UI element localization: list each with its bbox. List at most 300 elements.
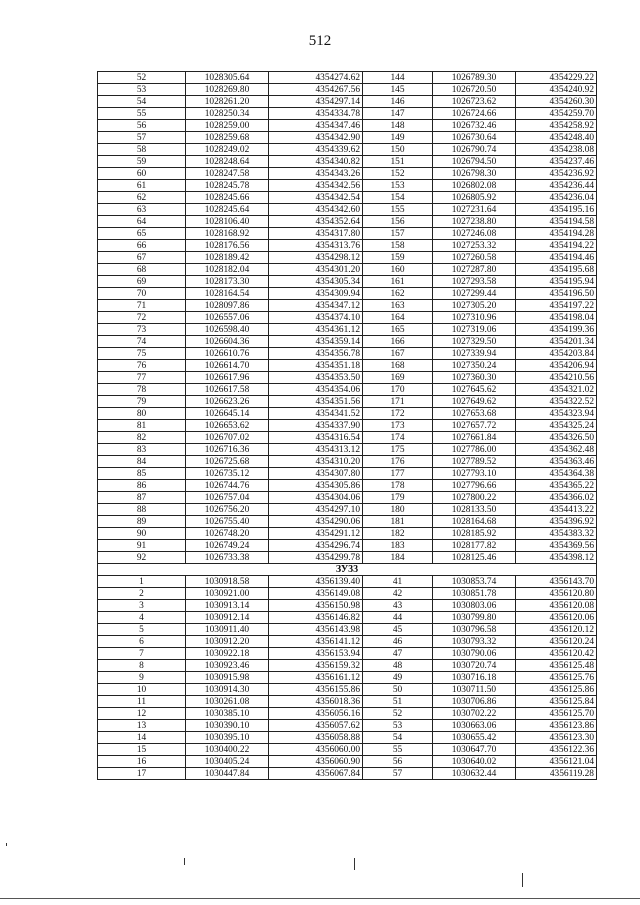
table-cell: 1030400.22 bbox=[186, 744, 269, 756]
table-cell: 1027789.52 bbox=[433, 456, 516, 468]
table-cell: 4356143.70 bbox=[516, 576, 597, 588]
table-cell: 4354369.56 bbox=[516, 540, 597, 552]
table-cell: 4354316.54 bbox=[269, 432, 363, 444]
table-cell: 4356149.08 bbox=[269, 588, 363, 600]
table-cell: 1028305.64 bbox=[186, 72, 269, 84]
table-row bbox=[98, 72, 597, 84]
table-cell: 1030405.24 bbox=[186, 756, 269, 768]
table-cell: 4354342.56 bbox=[269, 180, 363, 192]
table-cell: 1027231.64 bbox=[433, 204, 516, 216]
table-cell: 4354337.90 bbox=[269, 420, 363, 432]
table-row bbox=[98, 576, 597, 588]
table-cell: 4354343.26 bbox=[269, 168, 363, 180]
page-edge-mark bbox=[184, 858, 185, 865]
table-cell: 4354258.92 bbox=[516, 120, 597, 132]
table-cell: 89 bbox=[98, 516, 186, 528]
table-cell: 4354297.14 bbox=[269, 96, 363, 108]
page-edge-mark bbox=[522, 873, 523, 887]
table-cell: 1026724.66 bbox=[433, 108, 516, 120]
table-cell: 74 bbox=[98, 336, 186, 348]
table-cell: 1030655.42 bbox=[433, 732, 516, 744]
table-cell: 4354199.36 bbox=[516, 324, 597, 336]
table-cell: 1027796.66 bbox=[433, 480, 516, 492]
table-cell: 179 bbox=[363, 492, 433, 504]
table-cell: 4354339.62 bbox=[269, 144, 363, 156]
table-cell: 4356125.76 bbox=[516, 672, 597, 684]
table-cell: 6 bbox=[98, 636, 186, 648]
table-cell: 4356153.94 bbox=[269, 648, 363, 660]
table-row bbox=[98, 420, 597, 432]
table-cell: 1026748.20 bbox=[186, 528, 269, 540]
table-cell: 148 bbox=[363, 120, 433, 132]
table-cell: 1027253.32 bbox=[433, 240, 516, 252]
table-row bbox=[98, 624, 597, 636]
table-cell: 4356120.08 bbox=[516, 600, 597, 612]
table-cell: 4354240.92 bbox=[516, 84, 597, 96]
table-cell: 4356120.42 bbox=[516, 648, 597, 660]
table-cell: 4354267.56 bbox=[269, 84, 363, 96]
page-edge-mark bbox=[6, 843, 7, 846]
table-cell: 88 bbox=[98, 504, 186, 516]
table-cell: 1026557.06 bbox=[186, 312, 269, 324]
table-cell: 1027238.80 bbox=[433, 216, 516, 228]
table-cell: 4356120.12 bbox=[516, 624, 597, 636]
table-cell: 1027319.06 bbox=[433, 324, 516, 336]
table-cell: 4354196.50 bbox=[516, 288, 597, 300]
table-row bbox=[98, 300, 597, 312]
table-cell: 1026794.50 bbox=[433, 156, 516, 168]
table-cell: 176 bbox=[363, 456, 433, 468]
table-cell: 4354195.68 bbox=[516, 264, 597, 276]
table-cell: 9 bbox=[98, 672, 186, 684]
table-cell: 1030853.74 bbox=[433, 576, 516, 588]
table-row bbox=[98, 456, 597, 468]
table-cell: 4354359.14 bbox=[269, 336, 363, 348]
section-label: ЗУ33 bbox=[98, 564, 597, 576]
table-cell: 4354298.12 bbox=[269, 252, 363, 264]
table-cell: 4354310.20 bbox=[269, 456, 363, 468]
table-cell: 1030912.20 bbox=[186, 636, 269, 648]
table-cell: 1027786.00 bbox=[433, 444, 516, 456]
table-row bbox=[98, 540, 597, 552]
table-cell: 1026598.40 bbox=[186, 324, 269, 336]
table-cell: 54 bbox=[98, 96, 186, 108]
table-row bbox=[98, 396, 597, 408]
table-cell: 61 bbox=[98, 180, 186, 192]
table-cell: 4354304.06 bbox=[269, 492, 363, 504]
table-cell: 76 bbox=[98, 360, 186, 372]
table-cell: 167 bbox=[363, 348, 433, 360]
table-cell: 1030720.74 bbox=[433, 660, 516, 672]
table-cell: 158 bbox=[363, 240, 433, 252]
table-cell: 157 bbox=[363, 228, 433, 240]
table-cell: 83 bbox=[98, 444, 186, 456]
table-cell: 147 bbox=[363, 108, 433, 120]
table-row bbox=[98, 648, 597, 660]
table-cell: 91 bbox=[98, 540, 186, 552]
table-row bbox=[98, 672, 597, 684]
table-cell: 4356122.36 bbox=[516, 744, 597, 756]
table-cell: 86 bbox=[98, 480, 186, 492]
table-cell: 59 bbox=[98, 156, 186, 168]
table-cell: 79 bbox=[98, 396, 186, 408]
table-cell: 4354309.94 bbox=[269, 288, 363, 300]
table-cell: 1026749.24 bbox=[186, 540, 269, 552]
table-cell: 1030706.86 bbox=[433, 696, 516, 708]
table-row bbox=[98, 612, 597, 624]
table-cell: 57 bbox=[98, 132, 186, 144]
table-cell: 1030799.80 bbox=[433, 612, 516, 624]
table-cell: 1026614.70 bbox=[186, 360, 269, 372]
table-cell: 4354366.02 bbox=[516, 492, 597, 504]
table-cell: 43 bbox=[363, 600, 433, 612]
table-cell: 4354341.52 bbox=[269, 408, 363, 420]
table-cell: 1026757.04 bbox=[186, 492, 269, 504]
table-cell: 45 bbox=[363, 624, 433, 636]
table-cell: 1030851.78 bbox=[433, 588, 516, 600]
table-cell: 1026720.50 bbox=[433, 84, 516, 96]
table-row bbox=[98, 768, 597, 780]
table-cell: 1028125.46 bbox=[433, 552, 516, 564]
table-cell: 4354197.22 bbox=[516, 300, 597, 312]
table-cell: 1026653.62 bbox=[186, 420, 269, 432]
table-cell: 1026744.76 bbox=[186, 480, 269, 492]
table-cell: 4354365.22 bbox=[516, 480, 597, 492]
table-row bbox=[98, 204, 597, 216]
table-cell: 1026610.76 bbox=[186, 348, 269, 360]
table-row bbox=[98, 276, 597, 288]
table-cell: 1026725.68 bbox=[186, 456, 269, 468]
table-cell: 48 bbox=[363, 660, 433, 672]
table-cell: 1030261.08 bbox=[186, 696, 269, 708]
table-cell: 180 bbox=[363, 504, 433, 516]
table-cell: 4354237.46 bbox=[516, 156, 597, 168]
table-cell: 1027260.58 bbox=[433, 252, 516, 264]
table-cell: 1028164.54 bbox=[186, 288, 269, 300]
table-cell: 12 bbox=[98, 708, 186, 720]
table-cell: 1030711.50 bbox=[433, 684, 516, 696]
table-cell: 1026617.96 bbox=[186, 372, 269, 384]
table-cell: 1028106.40 bbox=[186, 216, 269, 228]
table-cell: 56 bbox=[98, 120, 186, 132]
table-cell: 4354325.24 bbox=[516, 420, 597, 432]
table-cell: 1027293.58 bbox=[433, 276, 516, 288]
table-row bbox=[98, 156, 597, 168]
table-cell: 4356123.30 bbox=[516, 732, 597, 744]
table-cell: 4354317.80 bbox=[269, 228, 363, 240]
table-cell: 4354334.78 bbox=[269, 108, 363, 120]
table-cell: 53 bbox=[98, 84, 186, 96]
table-cell: 162 bbox=[363, 288, 433, 300]
table-cell: 4354322.52 bbox=[516, 396, 597, 408]
table-row bbox=[98, 240, 597, 252]
table-row bbox=[98, 516, 597, 528]
table-cell: 46 bbox=[363, 636, 433, 648]
table-cell: 146 bbox=[363, 96, 433, 108]
table-cell: 57 bbox=[363, 768, 433, 780]
table-cell: 1026802.08 bbox=[433, 180, 516, 192]
table-cell: 1028189.42 bbox=[186, 252, 269, 264]
table-row bbox=[98, 132, 597, 144]
table-cell: 4356060.00 bbox=[269, 744, 363, 756]
table-cell: 1028249.02 bbox=[186, 144, 269, 156]
table-row bbox=[98, 180, 597, 192]
table-cell: 81 bbox=[98, 420, 186, 432]
table-cell: 1028185.92 bbox=[433, 528, 516, 540]
table-cell: 42 bbox=[363, 588, 433, 600]
table-cell: 4356058.88 bbox=[269, 732, 363, 744]
table-row bbox=[98, 324, 597, 336]
table-cell: 58 bbox=[98, 144, 186, 156]
table-cell: 10 bbox=[98, 684, 186, 696]
table-cell: 17 bbox=[98, 768, 186, 780]
table-cell: 4354362.48 bbox=[516, 444, 597, 456]
table-cell: 4356125.86 bbox=[516, 684, 597, 696]
table-row bbox=[98, 252, 597, 264]
table-cell: 1027793.10 bbox=[433, 468, 516, 480]
table-cell: 144 bbox=[363, 72, 433, 84]
table-cell: 4354326.50 bbox=[516, 432, 597, 444]
table-cell: 4354342.90 bbox=[269, 132, 363, 144]
table-row bbox=[98, 96, 597, 108]
table-cell: 4354291.12 bbox=[269, 528, 363, 540]
table-cell: 166 bbox=[363, 336, 433, 348]
table-cell: 1028097.86 bbox=[186, 300, 269, 312]
table-cell: 182 bbox=[363, 528, 433, 540]
table-cell: 60 bbox=[98, 168, 186, 180]
table-cell: 8 bbox=[98, 660, 186, 672]
table-cell: 4354347.12 bbox=[269, 300, 363, 312]
table-cell: 11 bbox=[98, 696, 186, 708]
table-cell: 4356141.12 bbox=[269, 636, 363, 648]
table-cell: 4354361.12 bbox=[269, 324, 363, 336]
table-cell: 1028269.80 bbox=[186, 84, 269, 96]
table-row bbox=[98, 144, 597, 156]
table-cell: 53 bbox=[363, 720, 433, 732]
table-cell: 4354194.46 bbox=[516, 252, 597, 264]
table-cell: 4354299.78 bbox=[269, 552, 363, 564]
table-row bbox=[98, 552, 597, 564]
table-cell: 49 bbox=[363, 672, 433, 684]
table-cell: 4356146.82 bbox=[269, 612, 363, 624]
table-cell: 1030395.10 bbox=[186, 732, 269, 744]
table-cell: 69 bbox=[98, 276, 186, 288]
table-cell: 1027350.24 bbox=[433, 360, 516, 372]
table-cell: 4354323.94 bbox=[516, 408, 597, 420]
table-cell: 4354296.74 bbox=[269, 540, 363, 552]
table-cell: 169 bbox=[363, 372, 433, 384]
table-cell: 4356018.36 bbox=[269, 696, 363, 708]
table-cell: 1030793.32 bbox=[433, 636, 516, 648]
table-cell: 4354236.44 bbox=[516, 180, 597, 192]
table-cell: 170 bbox=[363, 384, 433, 396]
table-cell: 1026623.26 bbox=[186, 396, 269, 408]
table-row bbox=[98, 492, 597, 504]
table-cell: 68 bbox=[98, 264, 186, 276]
table-cell: 13 bbox=[98, 720, 186, 732]
coordinates-table bbox=[97, 71, 597, 780]
table-cell: 1028133.50 bbox=[433, 504, 516, 516]
table-cell: 4354413.22 bbox=[516, 504, 597, 516]
table-cell: 163 bbox=[363, 300, 433, 312]
table-cell: 4354236.04 bbox=[516, 192, 597, 204]
table-cell: 4356060.90 bbox=[269, 756, 363, 768]
table-cell: 14 bbox=[98, 732, 186, 744]
table-row bbox=[98, 600, 597, 612]
table-cell: 71 bbox=[98, 300, 186, 312]
table-cell: 1027339.94 bbox=[433, 348, 516, 360]
table-cell: 175 bbox=[363, 444, 433, 456]
table-row bbox=[98, 228, 597, 240]
table-cell: 4356139.40 bbox=[269, 576, 363, 588]
table-row bbox=[98, 192, 597, 204]
table-cell: 85 bbox=[98, 468, 186, 480]
table-cell: 1030922.18 bbox=[186, 648, 269, 660]
table-cell: 183 bbox=[363, 540, 433, 552]
table-cell: 4354340.82 bbox=[269, 156, 363, 168]
table-cell: 160 bbox=[363, 264, 433, 276]
table-row bbox=[98, 528, 597, 540]
table-row bbox=[98, 480, 597, 492]
table-cell: 7 bbox=[98, 648, 186, 660]
table-row bbox=[98, 168, 597, 180]
table-cell: 1027661.84 bbox=[433, 432, 516, 444]
table-cell: 1030803.06 bbox=[433, 600, 516, 612]
table-cell: 75 bbox=[98, 348, 186, 360]
table-cell: 4354342.54 bbox=[269, 192, 363, 204]
table-cell: 4354201.34 bbox=[516, 336, 597, 348]
table-cell: 164 bbox=[363, 312, 433, 324]
table-cell: 4356056.16 bbox=[269, 708, 363, 720]
table-row bbox=[98, 468, 597, 480]
table-cell: 4354248.40 bbox=[516, 132, 597, 144]
table-cell: 1030911.40 bbox=[186, 624, 269, 636]
table-cell: 1028250.34 bbox=[186, 108, 269, 120]
table-cell: 4354354.06 bbox=[269, 384, 363, 396]
table-row bbox=[98, 660, 597, 672]
table-cell: 1027649.62 bbox=[433, 396, 516, 408]
table-cell: 1026716.36 bbox=[186, 444, 269, 456]
table-cell: 4356125.84 bbox=[516, 696, 597, 708]
table-row bbox=[98, 432, 597, 444]
table-row bbox=[98, 408, 597, 420]
table-cell: 4356123.86 bbox=[516, 720, 597, 732]
table-row bbox=[98, 108, 597, 120]
table-cell: 4354398.12 bbox=[516, 552, 597, 564]
table-cell: 4356120.80 bbox=[516, 588, 597, 600]
table-cell: 1027310.96 bbox=[433, 312, 516, 324]
table-cell: 1030914.30 bbox=[186, 684, 269, 696]
table-cell: 4354297.10 bbox=[269, 504, 363, 516]
table-row bbox=[98, 360, 597, 372]
table-cell: 4356125.48 bbox=[516, 660, 597, 672]
page-number: 512 bbox=[308, 33, 332, 49]
table-cell: 54 bbox=[363, 732, 433, 744]
table-cell: 84 bbox=[98, 456, 186, 468]
table-cell: 4356120.24 bbox=[516, 636, 597, 648]
table-cell: 1028176.56 bbox=[186, 240, 269, 252]
table-cell: 178 bbox=[363, 480, 433, 492]
table-cell: 1026733.38 bbox=[186, 552, 269, 564]
table-cell: 90 bbox=[98, 528, 186, 540]
table-cell: 1027305.20 bbox=[433, 300, 516, 312]
table-cell: 52 bbox=[363, 708, 433, 720]
table-cell: 1026707.02 bbox=[186, 432, 269, 444]
table-cell: 4354229.22 bbox=[516, 72, 597, 84]
table-cell: 92 bbox=[98, 552, 186, 564]
table-cell: 4354194.22 bbox=[516, 240, 597, 252]
table-cell: 4354290.06 bbox=[269, 516, 363, 528]
table-cell: 50 bbox=[363, 684, 433, 696]
table-cell: 4356057.62 bbox=[269, 720, 363, 732]
table-cell: 168 bbox=[363, 360, 433, 372]
table-cell: 1028182.04 bbox=[186, 264, 269, 276]
table-cell: 55 bbox=[363, 744, 433, 756]
table-row bbox=[98, 684, 597, 696]
table-cell: 1030912.14 bbox=[186, 612, 269, 624]
table-cell: 154 bbox=[363, 192, 433, 204]
table-cell: 1028259.68 bbox=[186, 132, 269, 144]
table-cell: 1028245.78 bbox=[186, 180, 269, 192]
table-cell: 1028247.58 bbox=[186, 168, 269, 180]
table-cell: 4354353.50 bbox=[269, 372, 363, 384]
table-cell: 1030390.10 bbox=[186, 720, 269, 732]
table-cell: 4356161.12 bbox=[269, 672, 363, 684]
table-cell: 184 bbox=[363, 552, 433, 564]
table-cell: 1026645.14 bbox=[186, 408, 269, 420]
table-cell: 4354236.92 bbox=[516, 168, 597, 180]
table-row bbox=[98, 312, 597, 324]
table-cell: 4354305.34 bbox=[269, 276, 363, 288]
table-cell: 1030640.02 bbox=[433, 756, 516, 768]
table-cell: 82 bbox=[98, 432, 186, 444]
table-cell: 66 bbox=[98, 240, 186, 252]
table-cell: 4354313.76 bbox=[269, 240, 363, 252]
table-cell: 1030918.58 bbox=[186, 576, 269, 588]
table-cell: 72 bbox=[98, 312, 186, 324]
table-cell: 2 bbox=[98, 588, 186, 600]
table-cell: 4354396.92 bbox=[516, 516, 597, 528]
table-cell: 1027645.62 bbox=[433, 384, 516, 396]
table-cell: 1030385.10 bbox=[186, 708, 269, 720]
table-cell: 1030647.70 bbox=[433, 744, 516, 756]
table-row bbox=[98, 744, 597, 756]
table-cell: 80 bbox=[98, 408, 186, 420]
table-cell: 4354383.32 bbox=[516, 528, 597, 540]
table-cell: 63 bbox=[98, 204, 186, 216]
table-cell: 70 bbox=[98, 288, 186, 300]
table-cell: 1028177.82 bbox=[433, 540, 516, 552]
table-row bbox=[98, 720, 597, 732]
table-cell: 16 bbox=[98, 756, 186, 768]
table-cell: 4354374.10 bbox=[269, 312, 363, 324]
table-cell: 171 bbox=[363, 396, 433, 408]
table-cell: 4356125.70 bbox=[516, 708, 597, 720]
table-cell: 4 bbox=[98, 612, 186, 624]
table-cell: 87 bbox=[98, 492, 186, 504]
table-row bbox=[98, 708, 597, 720]
table-cell: 4354351.18 bbox=[269, 360, 363, 372]
table-cell: 177 bbox=[363, 468, 433, 480]
table-cell: 159 bbox=[363, 252, 433, 264]
table-cell: 5 bbox=[98, 624, 186, 636]
table-cell: 4354363.46 bbox=[516, 456, 597, 468]
table-cell: 4356120.06 bbox=[516, 612, 597, 624]
table-cell: 155 bbox=[363, 204, 433, 216]
table-cell: 4356150.98 bbox=[269, 600, 363, 612]
table-cell: 52 bbox=[98, 72, 186, 84]
table-cell: 1027329.50 bbox=[433, 336, 516, 348]
